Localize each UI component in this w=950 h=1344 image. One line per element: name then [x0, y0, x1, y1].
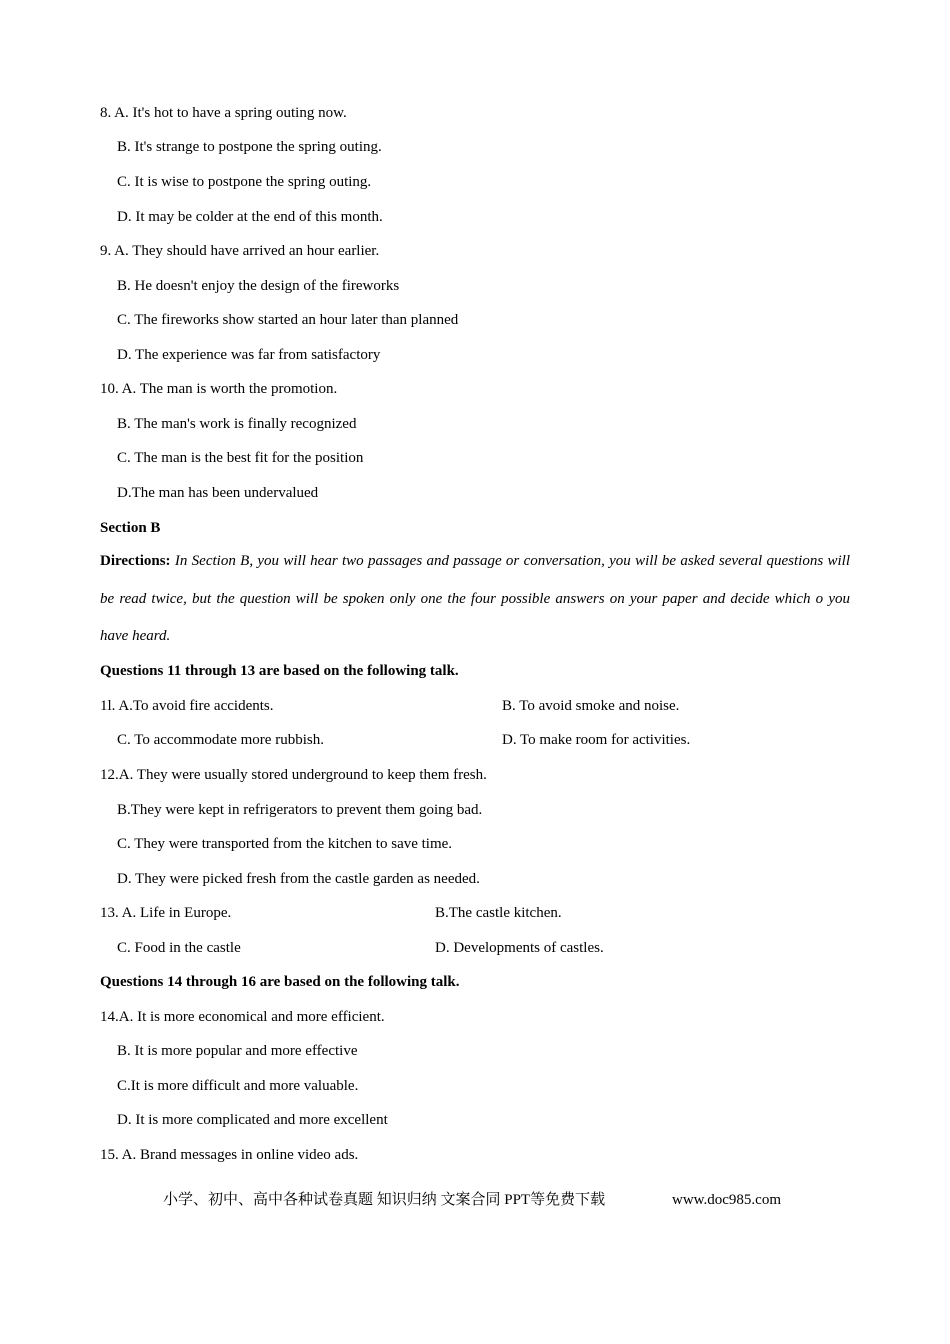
section-b-directions	[100, 543, 850, 656]
group1-heading: Questions 11 through 13 are based on the following talk.	[100, 663, 459, 679]
q14-option-c: C.It is more difficult and more valuable.	[117, 1078, 359, 1094]
section-b-title: Section B	[100, 520, 161, 536]
q9-option-b: B. He doesn't enjoy the design of the fireworks	[117, 278, 400, 294]
group2-heading: Questions 14 through 16 are based on the following talk.	[100, 974, 460, 990]
q9-option-a: 9. A. They should have arrived an hour earlier.	[100, 243, 380, 259]
q13-option-c: C. Food in the castle	[117, 940, 241, 956]
q8-option-d: D. It may be colder at the end of this month.	[117, 209, 383, 225]
directions-label: Directions:	[100, 553, 171, 569]
q10-option-d: D.The man has been undervalued	[117, 485, 319, 501]
directions-text: In Section B, you will hear two passages and passage or conversation, you will be asked several questions will be read twice, but the question will be spoken only one the four possible answers on your paper and decide which o you have heard.	[100, 553, 851, 644]
q10-option-b: B. The man's work is finally recognized	[117, 416, 357, 432]
q13-option-b: B.The castle kitchen.	[435, 905, 562, 921]
q12-option-c: C. They were transported from the kitchen to save time.	[117, 836, 453, 852]
q15-option-a: 15. A. Brand messages in online video ads.	[100, 1147, 359, 1163]
q14-option-b: B. It is more popular and more effective	[117, 1043, 358, 1059]
q11-option-d: D. To make room for activities.	[502, 732, 691, 748]
q12-option-b: B.They were kept in refrigerators to prevent them going bad.	[117, 802, 483, 818]
q8-option-b: B. It's strange to postpone the spring outing.	[117, 139, 382, 155]
q11-option-c: C. To accommodate more rubbish.	[117, 732, 324, 748]
q10-option-c: C. The man is the best fit for the position	[117, 450, 364, 466]
q9-option-c: C. The fireworks show started an hour later than planned	[117, 312, 459, 328]
q13-option-a: 13. A. Life in Europe.	[100, 905, 232, 921]
q9-option-d: D. The experience was far from satisfactory	[117, 347, 381, 363]
q8-option-a: 8. A. It's hot to have a spring outing now.	[100, 105, 347, 121]
q8-option-c: C. It is wise to postpone the spring outing.	[117, 174, 372, 190]
q11-option-a: 1l. A.To avoid fire accidents.	[100, 698, 274, 714]
q12-option-d: D. They were picked fresh from the castle garden as needed.	[117, 871, 480, 887]
q14-option-a: 14.A. It is more economical and more efficient.	[100, 1009, 385, 1025]
q13-option-d: D. Developments of castles.	[435, 940, 604, 956]
q10-option-a: 10. A. The man is worth the promotion.	[100, 381, 338, 397]
footer-text: 小学、初中、高中各种试卷真题 知识归纳 文案合同 PPT等免费下载	[163, 1192, 606, 1208]
q12-option-a: 12.A. They were usually stored underground to keep them fresh.	[100, 767, 487, 783]
q14-option-d: D. It is more complicated and more excellent	[117, 1112, 388, 1128]
footer-url[interactable]: www.doc985.com	[672, 1192, 782, 1208]
q11-option-b: B. To avoid smoke and noise.	[502, 698, 680, 714]
